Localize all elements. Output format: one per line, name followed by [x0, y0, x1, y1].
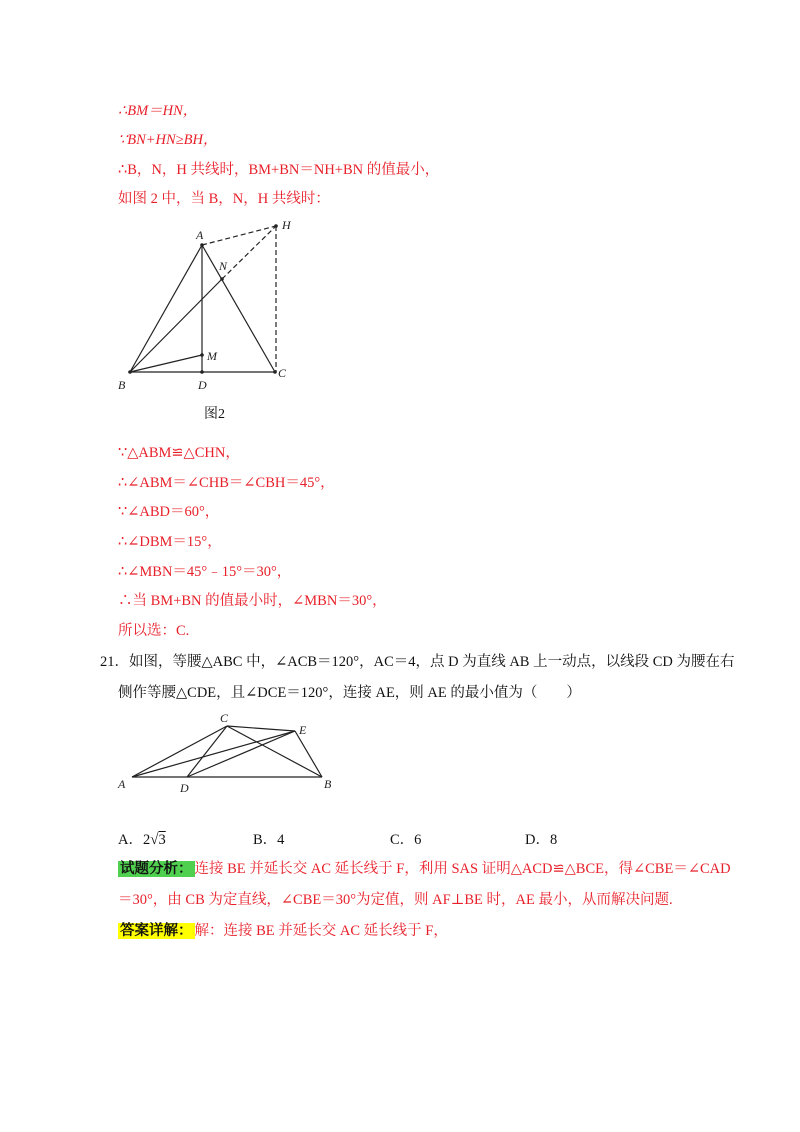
- solution-line-10: ∴当 BM+BN 的值最小时，∠MBN＝30°，: [118, 593, 387, 609]
- solution-line-4: 如图 2 中，当 B，N，H 共线时：: [118, 191, 330, 207]
- analysis-line-1: [118, 857, 731, 878]
- answer-text: 解：连接 BE 并延长交 AC 延长线于 F，: [194, 923, 448, 939]
- fig2-label-n: N: [219, 259, 228, 273]
- option-b: B．4: [253, 832, 285, 848]
- q21-label-b: B: [324, 777, 332, 791]
- q21-segment-cb: [227, 726, 322, 777]
- solution-line-8: ∴∠DBM＝15°，: [118, 534, 222, 550]
- question-21-line-1: 21．如图，等腰△ABC 中，∠ACB＝120°，AC＝4，点 D 为直线 AB 上一动点，以线段 CD 为腰在右: [100, 654, 735, 670]
- q21-segment-ce: [227, 726, 295, 731]
- fig2-label-a: A: [196, 228, 204, 242]
- fig2-label-c: C: [278, 366, 287, 380]
- q21-segment-ae: [132, 731, 295, 777]
- analysis-tag: 试题分析：: [120, 861, 193, 877]
- fig2-label-d: D: [198, 378, 207, 392]
- analysis-text-1: 连接 BE 并延长交 AC 延长线于 F，利用 SAS 证明△ACD≌△BCE，得∠CBE＝∠CAD: [194, 861, 731, 877]
- solution-line-9: ∴∠MBN＝45°﹣15°＝30°，: [118, 564, 292, 580]
- question-21-line-2: 侧作等腰△CDE，且∠DCE＝120°，连接 AE，则 AE 的最小值为（ ）: [118, 685, 581, 701]
- fig2-segment-bm: [130, 355, 202, 372]
- solution-line-11: 所以选：C.: [118, 623, 190, 639]
- fig2-segment-ab: [130, 245, 202, 372]
- figure-2-caption: 图2: [204, 407, 225, 422]
- solution-line-3: ∴B，N，H 共线时，BM+BN＝NH+BN 的值最小，: [118, 162, 440, 178]
- option-a-label: A．: [118, 832, 143, 848]
- q21-label-e: E: [299, 723, 307, 737]
- fig2-label-m: M: [207, 349, 217, 363]
- answer-line: [118, 919, 448, 940]
- solution-line-1: ∴BM＝HN，: [118, 103, 198, 119]
- fig2-label-b: B: [118, 378, 126, 392]
- solution-line-6: ∴∠ABM＝∠CHB＝∠CBH＝45°，: [118, 475, 335, 491]
- fig2-segment-nh: [222, 226, 276, 279]
- solution-line-2: ∵BN+HN≥BH，: [118, 132, 218, 148]
- figure-2-diagram: [110, 215, 310, 395]
- analysis-line-2: ＝30°，由 CB 为定直线，∠CBE＝30°为定值，则 AF⊥BE 时，AE 最小，从而解决问题.: [118, 892, 673, 908]
- fig2-segment-ah: [202, 226, 276, 245]
- q21-label-d: D: [180, 781, 189, 795]
- answer-tag: 答案详解：: [120, 923, 193, 939]
- fig2-label-h: H: [282, 218, 291, 232]
- q21-label-a: A: [118, 777, 126, 791]
- option-a-coefficient: 2: [142, 832, 151, 848]
- q21-segment-ac: [132, 726, 227, 777]
- option-a-radicand: 3: [158, 832, 166, 848]
- solution-line-5: ∵△ABM≌△CHN，: [118, 445, 240, 461]
- option-d: D．8: [525, 832, 558, 848]
- option-c: C．6: [390, 832, 422, 848]
- solution-line-7: ∵∠ABD＝60°，: [118, 504, 220, 520]
- question-21-diagram: [110, 710, 350, 800]
- option-a: A．2√3: [118, 832, 166, 848]
- q21-label-c: C: [220, 711, 229, 725]
